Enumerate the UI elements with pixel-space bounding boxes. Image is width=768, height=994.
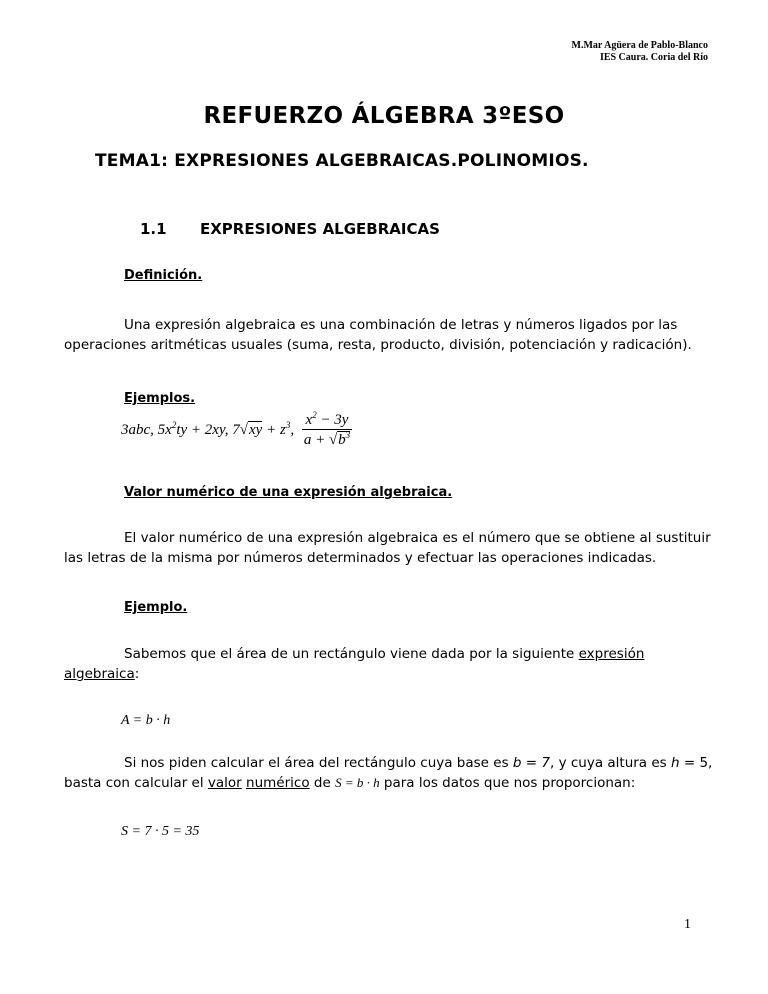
example-heading: Ejemplo.: [124, 600, 188, 615]
examples-heading: Ejemplos.: [124, 391, 196, 406]
author-name: M.Mar Agüera de Pablo-Blanco: [571, 40, 708, 51]
example-paragraph-1: [64, 644, 714, 684]
example-2: 5x: [157, 422, 172, 438]
example-3: 7: [232, 422, 240, 438]
exp: 3: [345, 430, 351, 440]
example-text: Sabemos que el área de un rectángulo viene dada por la siguiente: [124, 646, 579, 662]
colon: :: [134, 666, 140, 682]
text: para los datos que nos proporcionan:: [379, 775, 636, 791]
example-4-fraction: [302, 410, 352, 449]
chapter-title: TEMA1: EXPRESIONES ALGEBRAICAS.POLINOMIOS.: [95, 151, 589, 171]
definition-paragraph: [64, 315, 714, 355]
page-header: [572, 40, 708, 64]
base-value: b = 7: [512, 755, 550, 771]
definition-heading: Definición.: [124, 268, 203, 283]
num-x: x: [305, 412, 313, 428]
area-formula: A = b · h: [121, 713, 171, 728]
text: Si nos piden calcular el área del rectángulo cuya base es: [124, 755, 513, 771]
denominator: $a + √b^3$: [303, 430, 351, 448]
examples-formulas: 3abc, $5x^2ty + 2xy$, $7√xy + z^3$, $\frac{x^2 - 3y}{a + √b^3}$: [121, 410, 351, 448]
page-number: 1: [684, 917, 691, 932]
den-a: a +: [303, 432, 329, 448]
num-rest: − 3y: [316, 412, 349, 428]
underlined-term: expresión algebraica: [64, 646, 645, 682]
numeric-value-text: El valor numérico de una expresión algebraica es el número que se obtiene al sustituir las letras de la misma por números determinados y efectuar las operaciones indicadas.: [64, 530, 711, 566]
exp: 2: [171, 420, 177, 430]
text: de: [309, 775, 336, 791]
example-2-rest: ty + 2xy,: [176, 422, 229, 438]
exp: 2: [312, 410, 317, 420]
definition-text: Una expresión algebraica es una combinación de letras y números ligados por las operaciones aritméticas usuales (suma, resta, producto, división, potenciación y radicación).: [64, 317, 692, 353]
height-var: h: [671, 755, 680, 771]
example-1: 3abc,: [121, 422, 154, 438]
underlined-term: numérico: [246, 775, 310, 791]
section-number: 1.1: [140, 220, 167, 238]
inline-formula: S = b · h: [335, 775, 380, 790]
document-title: REFUERZO ÁLGEBRA 3ºESO: [203, 103, 565, 129]
underlined-term: valor: [207, 775, 242, 791]
numeric-value-heading: Valor numérico de una expresión algebraica.: [124, 485, 453, 500]
result-formula: S = 7 · 5 = 35: [121, 824, 200, 839]
den-b: b: [338, 432, 346, 448]
numerator: [302, 410, 352, 430]
example-paragraph-2: [64, 753, 714, 793]
numeric-value-paragraph: [64, 528, 714, 568]
text: = 5, basta con calcular el: [64, 755, 713, 791]
section-title: EXPRESIONES ALGEBRAICAS: [200, 220, 440, 238]
sqrt-content: xy: [249, 422, 263, 438]
den-sqrt: [337, 431, 350, 448]
exp: 3: [285, 420, 291, 430]
comma: ,: [290, 422, 295, 438]
example-3-rest: + z: [262, 422, 286, 438]
school-name: IES Caura. Coria del Río: [599, 52, 708, 63]
text: , y cuya altura es: [549, 755, 671, 771]
